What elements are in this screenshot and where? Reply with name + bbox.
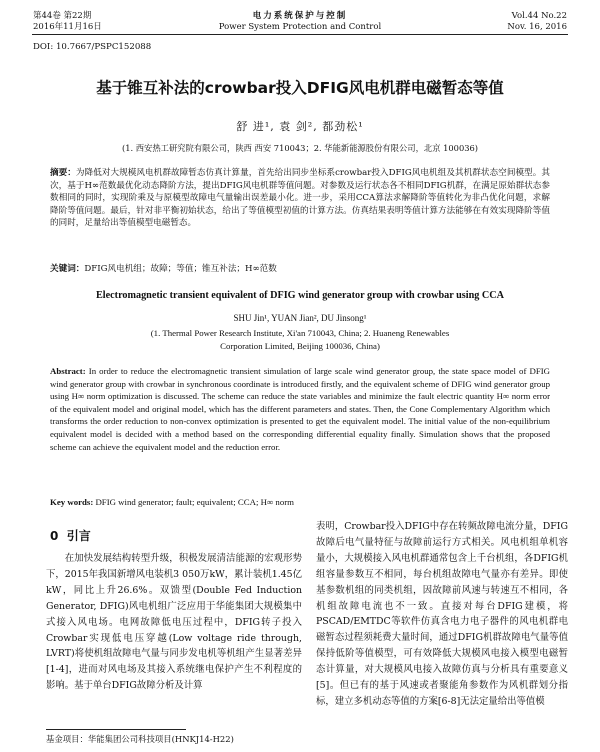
keywords-en-label: Key words: xyxy=(50,497,94,507)
doi: DOI: 10.7667/PSPC152088 xyxy=(33,42,152,52)
keywords-en xyxy=(50,496,550,509)
abstract-cn-label: 摘要： xyxy=(50,168,76,178)
date-cn: 2016年11月16日 xyxy=(33,22,102,32)
abstract-en-text: In order to reduce the electromagnetic transient simulation of large scale wind generator group, the state space model of DFIG wind generator group with crowbar in synchronous coordinate is introduced firstly, and the equivalent scheme of DFIG wind generator group using H∞ norm optimization is discussed. The scheme can reduce the state variables and minimize the fault electric quantity H∞ norm error of the equivalent model and original model, which has the different parameters and states. Then, the Cone Complementary Algorithm which transforms the order reduction to non-convex optimization is presented to get the equivalent model. The initial value of the non-equilibrium equivalent model is decided with a method based on the corresponding differential equality finally. Simulation shows that the proposed scheme can achieve the equivalent model and the reduction error. xyxy=(50,366,550,452)
affiliation-en-1: (1. Thermal Power Research Institute, Xi'an 710043, China; 2. Huaneng Renewables xyxy=(150,328,450,338)
authors-cn: 舒 进¹, 袁 剑², 都劲松¹ xyxy=(236,120,364,133)
section-heading: 0 引言 xyxy=(50,529,91,543)
abstract-cn xyxy=(50,167,550,230)
authors-en: SHU Jin¹, YUAN Jian², DU Jinsong¹ xyxy=(233,313,367,323)
header-rule xyxy=(32,34,568,35)
left-column-text: 在加快发展结构转型升级，积极发展清洁能源的宏观形势下，2015年我国新增风电装机3 050万kW，累计装机1.45亿kW，同比上升26.6%。双馈型(Double Fed Induction Generator, DFIG)风电机组广泛应用于华能集团大规模集中式接入风电场。电网故障低电压过程中，DFIG转子投入Crowbar实现低电压穿越(Low voltage ride through, LVRT)将使机组故障电气量与同步发电机等机组产生显著差异[1-4]，进而对风电场及其接入系统继电保护产生不利程度的影响。基于单台DFIG故障分析及计算 xyxy=(46,553,302,692)
affiliation-en-2: Corporation Limited, Beijing 100036, China) xyxy=(220,341,380,351)
keywords-en-text: DFIG wind generator; fault; equivalent; CCA; H∞ norm xyxy=(95,497,294,507)
right-column-text: 表明，Crowbar投入DFIG中存在转频故障电流分量，DFIG故障后电气量特征与故障前运行方式相关。风电机组单机容量小，大规模接入风电机群通常包含上千台机组，各DFIG机组容量参数互不相同，每台机组故障电气量亦有差异。即使基参数机组的同类机组，因故障前风速与转速互不相同，各机组故障电流也不一致。直接对每台DFIG建模，将PSCAD/EMTDC等软件仿真含电力电子器件的风电机群电磁暂态过程须耗费大量时间，通过DFIG机群故障电气量等值保持低阶等值模型，可有效降低大规模风电接入模型电磁暂态计算量，对大规模风电接入故障仿真与分析具有重要意义[5]。但已有的基于风速或者聚能角参数作为风机群划分指标，建立多机动态等值的方案[6-8]无法定量给出等值模 xyxy=(316,521,568,707)
keywords-cn xyxy=(50,263,550,276)
journal-title-cn: 电力系统保护与控制 xyxy=(252,11,348,21)
journal-title-en: Power System Protection and Control xyxy=(218,22,382,32)
footnote-rule xyxy=(46,729,186,730)
footnote-funding: 基金项目：华能集团公司科技项目(HNKJ14-H22) xyxy=(46,734,234,744)
abstract-cn-text: 为降低对大规模风电机群故障暂态仿真计算量，首先给出同步坐标系crowbar投入DFIG风电机组及其机群状态空间模型。其次，基于H∞范数最优化动态降阶方法，提出DFIG风电机群等值问题。对参数及运行状态各不相同DFIG机群，在满足原始群状态参数相同的同时，实现阶乘及与原模型故障电气量输出误差最小化。进一步，采用CCA算法求解降阶等值转化为非凸优化问题，求解降阶等值问题。最后，针对非平衡初始状态，给出了等值模型初值的计算方法。仿真结果表明等值计算方法能够在有效实现降阶等值的同时，足量给出等值模型电磁暂态。 xyxy=(50,168,550,229)
affiliation-cn: (1. 西安热工研究院有限公司，陕西 西安 710043；2. 华能新能源股份有限公司，北京 100036) xyxy=(121,143,479,153)
volume-issue-en: Vol.44 No.22 xyxy=(511,11,567,21)
paper-title-cn: 基于锥互补法的crowbar投入DFIG风电机群电磁暂态等值 xyxy=(96,79,504,97)
keywords-cn-text: DFIG风电机组；故障；等值；锥互补法；H∞范数 xyxy=(84,264,277,274)
volume-issue-cn: 第44卷 第22期 xyxy=(33,11,92,21)
date-en: Nov. 16, 2016 xyxy=(507,22,567,32)
keywords-cn-label: 关键词： xyxy=(50,264,85,274)
abstract-en-label: Abstract: xyxy=(50,366,86,376)
abstract-en xyxy=(50,365,550,453)
paper-title-en: Electromagnetic transient equivalent of DFIG wind generator group with crowbar using CCA xyxy=(96,290,504,301)
